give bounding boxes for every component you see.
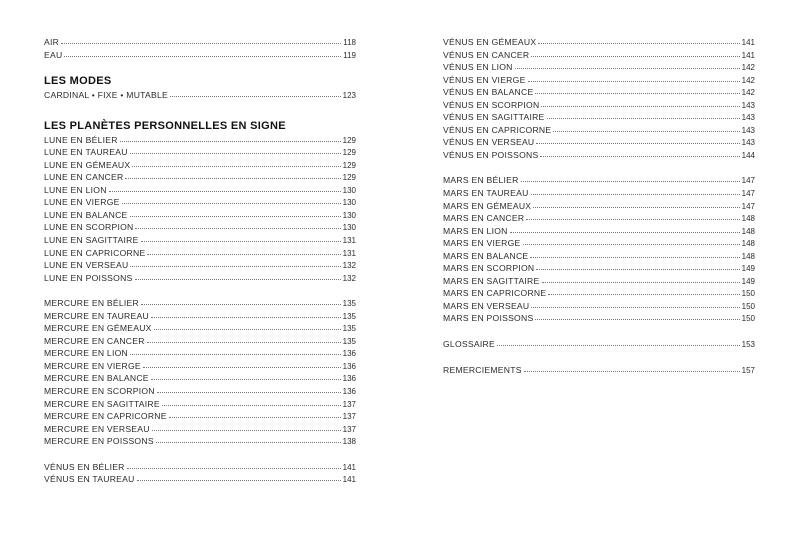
elements-group [44,36,356,61]
toc-entry-page-number: 150 [741,314,755,324]
lune-group [44,134,356,285]
thanks-group [443,364,755,377]
toc-entry-page-number: 148 [741,239,755,249]
toc-entry[interactable] [44,171,356,184]
toc-entry-page-number: 141 [741,50,755,60]
dot-leader [130,215,341,217]
mercure-group [44,297,356,448]
dot-leader [170,95,341,97]
dot-leader [154,328,341,330]
toc-entry[interactable] [44,259,356,272]
toc-entry-page-number: 129 [342,135,356,145]
dot-leader [510,231,740,233]
toc-entry[interactable] [44,272,356,285]
toc-entry[interactable] [443,124,755,137]
dot-leader [120,140,341,142]
dot-leader [547,117,740,119]
dot-leader [141,240,341,242]
toc-entry-page-number: 136 [342,349,356,359]
toc-entry[interactable] [44,347,356,360]
toc-entry-page-number: 150 [741,289,755,299]
toc-entry-page-number: 136 [342,387,356,397]
toc-entry-title: VÉNUS EN POISSONS [443,149,539,160]
toc-entry-title: MARS EN TAUREAU [443,188,529,199]
toc-entry-title: LUNE EN VERSEAU [44,260,129,271]
toc-entry-page-number: 143 [741,113,755,123]
toc-entry-title: VÉNUS EN SCORPION [443,99,540,110]
toc-entry-title: CARDINAL • FIXE • MUTABLE [44,90,169,101]
modes-group [44,89,356,102]
toc-entry[interactable] [443,287,755,300]
toc-entry-page-number: 135 [342,336,356,346]
dot-leader [127,467,341,469]
toc-entry-title: MERCURE EN CAPRICORNE [44,411,167,422]
toc-entry-page-number: 132 [342,261,356,271]
dot-leader [137,479,341,481]
toc-entry[interactable] [443,364,755,377]
toc-entry-page-number: 157 [741,365,755,375]
toc-entry[interactable] [44,49,356,62]
toc-entry-title: MERCURE EN SCORPION [44,386,155,397]
toc-entry-page-number: 130 [342,210,356,220]
toc-entry-page-number: 132 [342,273,356,283]
toc-entry[interactable] [443,187,755,200]
toc-entry-page-number: 118 [343,38,356,47]
toc-entry-title: MERCURE EN BÉLIER [44,298,139,309]
dot-leader [169,416,341,418]
toc-entry-page-number: 130 [342,198,356,208]
right-page [443,36,755,376]
toc-entry-title: LUNE EN POISSONS [44,272,133,283]
dot-leader [533,206,739,208]
toc-entry-title: MERCURE EN CANCER [44,335,145,346]
toc-entry[interactable] [443,174,755,187]
toc-entry[interactable] [443,212,755,225]
toc-entry-page-number: 147 [741,201,755,211]
toc-entry[interactable] [44,322,356,335]
toc-entry-title: VÉNUS EN CANCER [443,49,530,60]
toc-entry-page-number: 137 [342,412,356,422]
toc-entry-title: VÉNUS EN CAPRICORNE [443,124,552,135]
toc-entry-page-number: 143 [741,138,755,148]
toc-entry[interactable] [443,225,755,238]
toc-entry[interactable] [44,461,356,474]
toc-entry-title: LUNE EN LION [44,184,107,195]
glossary-group [443,338,755,351]
dot-leader [61,42,341,44]
toc-entry-title: MARS EN BALANCE [443,250,529,261]
toc-entry-title: MERCURE EN VIERGE [44,360,141,371]
toc-entry[interactable] [44,234,356,247]
toc-entry-page-number: 129 [342,148,356,158]
dot-leader [109,190,341,192]
dot-leader [135,227,340,229]
toc-entry[interactable] [443,262,755,275]
toc-entry-page-number: 119 [343,50,356,60]
dot-leader [535,318,739,320]
toc-entry-title: MERCURE EN GÉMEAUX [44,323,152,334]
dot-leader [531,193,740,195]
dot-leader [125,177,340,179]
toc-entry-title: LUNE EN BÉLIER [44,134,118,145]
toc-entry-page-number: 144 [741,150,755,160]
toc-entry-page-number: 131 [342,236,356,246]
toc-entry-page-number: 143 [741,125,755,135]
toc-entry[interactable] [443,36,755,49]
venus-group-right [443,36,755,161]
toc-entry-title: MERCURE EN POISSONS [44,436,154,447]
toc-entry-title: VÉNUS EN SAGITTAIRE [443,112,545,123]
toc-entry[interactable] [44,134,356,147]
dot-leader [521,180,740,182]
dot-leader [515,67,740,69]
toc-entry[interactable] [443,300,755,313]
toc-entry-page-number: 130 [342,223,356,233]
toc-entry-title: LUNE EN GÉMEAUX [44,159,131,170]
toc-entry-title: LUNE EN CAPRICORNE [44,247,146,258]
toc-entry-page-number: 131 [342,248,356,258]
toc-entry-page-number: 130 [342,185,356,195]
toc-entry-title: LUNE EN SAGITTAIRE [44,235,139,246]
toc-entry[interactable] [44,36,356,49]
toc-entry-title: VÉNUS EN GÉMEAUX [443,37,537,47]
toc-entry-page-number: 149 [741,276,755,286]
mars-group [443,174,755,325]
toc-entry-title: EAU [44,49,63,60]
toc-entry[interactable] [44,209,356,222]
dot-leader [531,306,739,308]
toc-entry[interactable] [44,335,356,348]
toc-entry-page-number: 150 [741,301,755,311]
toc-entry-page-number: 137 [342,399,356,409]
toc-entry-page-number: 149 [741,264,755,274]
toc-entry-title: VÉNUS EN BÉLIER [44,461,125,472]
toc-entry[interactable] [44,372,356,385]
dot-leader [536,268,739,270]
left-page [44,36,356,486]
toc-entry[interactable] [44,435,356,448]
toc-entry-page-number: 141 [342,462,356,472]
toc-entry-page-number: 141 [342,475,356,485]
dot-leader [540,155,739,157]
dot-leader [156,441,341,443]
toc-entry-page-number: 138 [342,437,356,447]
toc-entry-title: LUNE EN SCORPION [44,222,134,233]
dot-leader [152,429,341,431]
toc-entry[interactable] [443,250,755,263]
toc-entry-page-number: 135 [342,299,356,309]
dot-leader [147,341,341,343]
toc-entry[interactable] [443,200,755,213]
toc-entry[interactable] [44,385,356,398]
dot-leader [135,278,341,280]
toc-entry[interactable] [44,398,356,411]
toc-entry-title: MERCURE EN BALANCE [44,373,149,384]
toc-entry-title: VÉNUS EN VIERGE [443,74,526,85]
dot-leader [162,404,341,406]
toc-entry-page-number: 143 [741,100,755,110]
toc-entry[interactable] [443,49,755,62]
toc-entry-page-number: 142 [741,63,755,73]
toc-entry-page-number: 136 [342,361,356,371]
dot-leader [130,152,341,154]
toc-entry-title: VÉNUS EN BALANCE [443,87,534,98]
toc-entry-title: REMERCIEMENTS [443,364,522,375]
modes-heading: LES MODES [44,75,112,88]
dot-leader [64,55,341,57]
toc-entry[interactable] [44,310,356,323]
dot-leader [548,293,739,295]
toc-entry-title: GLOSSAIRE [443,339,495,350]
toc-entry-title: MARS EN VIERGE [443,238,521,249]
toc-entry-page-number: 148 [741,214,755,224]
toc-entry[interactable] [443,99,755,112]
dot-leader [157,391,341,393]
toc-entry-page-number: 142 [741,75,755,85]
dot-leader [143,366,341,368]
toc-entry-page-number: 153 [741,340,755,350]
toc-entry[interactable] [443,312,755,325]
dot-leader [536,142,739,144]
toc-entry[interactable] [44,184,356,197]
venus-group-left [44,461,356,486]
dot-leader [542,281,740,283]
dot-leader [130,353,341,355]
dot-leader [553,130,739,132]
dot-leader [132,165,340,167]
toc-entry-title: AIR [44,37,60,47]
toc-entry-title: VÉNUS EN VERSEAU [443,137,535,148]
toc-entry-title: MARS EN POISSONS [443,313,534,324]
toc-entry[interactable] [44,159,356,172]
toc-entry-title: MARS EN BÉLIER [443,175,519,186]
toc-entry-page-number: 142 [741,88,755,98]
toc-entry-title: LUNE EN CANCER [44,172,124,183]
dot-leader [531,55,739,57]
toc-entry-page-number: 135 [342,311,356,321]
toc-entry-title: MARS EN CAPRICORNE [443,288,547,299]
dot-leader [526,218,739,220]
toc-entry[interactable] [443,149,755,162]
toc-entry-page-number: 123 [342,91,356,101]
toc-entry-page-number: 148 [741,226,755,236]
toc-entry-page-number: 147 [741,189,755,199]
toc-entry[interactable] [443,111,755,124]
toc-entry-title: LUNE EN VIERGE [44,197,120,208]
dot-leader [497,344,740,346]
planets-heading: LES PLANÈTES PERSONNELLES EN SIGNE [44,119,286,132]
toc-entry-title: MARS EN LION [443,225,508,236]
toc-entry[interactable] [443,136,755,149]
toc-entry-page-number: 148 [741,251,755,261]
toc-entry[interactable] [443,237,755,250]
toc-entry[interactable] [44,410,356,423]
toc-entry[interactable] [44,473,356,486]
toc-entry[interactable] [44,297,356,310]
toc-entry-title: LUNE EN BALANCE [44,209,128,220]
toc-entry[interactable] [443,275,755,288]
dot-leader [151,316,341,318]
dot-leader [122,202,341,204]
toc-entry[interactable] [44,360,356,373]
toc-entry-title: MERCURE EN LION [44,348,128,359]
dot-leader [538,42,739,44]
toc-entry-title: LUNE EN TAUREAU [44,147,128,158]
dot-leader [141,303,341,305]
toc-entry-title: VÉNUS EN LION [443,62,513,73]
toc-entry-title: MARS EN CANCER [443,213,525,224]
toc-entry-page-number: 129 [342,173,356,183]
dot-leader [130,265,340,267]
dot-leader [541,105,739,107]
toc-entry[interactable] [44,423,356,436]
toc-entry[interactable] [443,61,755,74]
toc-entry-page-number: 141 [741,38,755,47]
toc-entry-page-number: 129 [342,160,356,170]
toc-entry[interactable] [44,247,356,260]
dot-leader [528,80,740,82]
toc-entry-page-number: 147 [741,176,755,186]
dot-leader [535,92,739,94]
toc-entry-title: MERCURE EN SAGITTAIRE [44,398,160,409]
toc-entry-title: MARS EN GÉMEAUX [443,200,532,211]
toc-entry[interactable] [44,89,356,102]
toc-entry[interactable] [443,338,755,351]
toc-entry-title: VÉNUS EN TAUREAU [44,474,135,485]
toc-entry[interactable] [44,221,356,234]
toc-entry-page-number: 137 [342,424,356,434]
dot-leader [530,256,739,258]
toc-entry-title: MARS EN SCORPION [443,263,535,274]
toc-entry[interactable] [44,146,356,159]
toc-entry[interactable] [443,86,755,99]
toc-entry-title: MERCURE EN TAUREAU [44,310,149,321]
dot-leader [523,243,740,245]
dot-leader [151,378,341,380]
toc-entry-title: MARS EN VERSEAU [443,300,530,311]
toc-entry-title: MARS EN SAGITTAIRE [443,275,540,286]
toc-entry-page-number: 136 [342,374,356,384]
toc-entry-page-number: 135 [342,324,356,334]
dot-leader [524,370,740,372]
toc-entry-title: MERCURE EN VERSEAU [44,423,150,434]
toc-entry[interactable] [44,196,356,209]
dot-leader [147,253,340,255]
toc-entry[interactable] [443,74,755,87]
